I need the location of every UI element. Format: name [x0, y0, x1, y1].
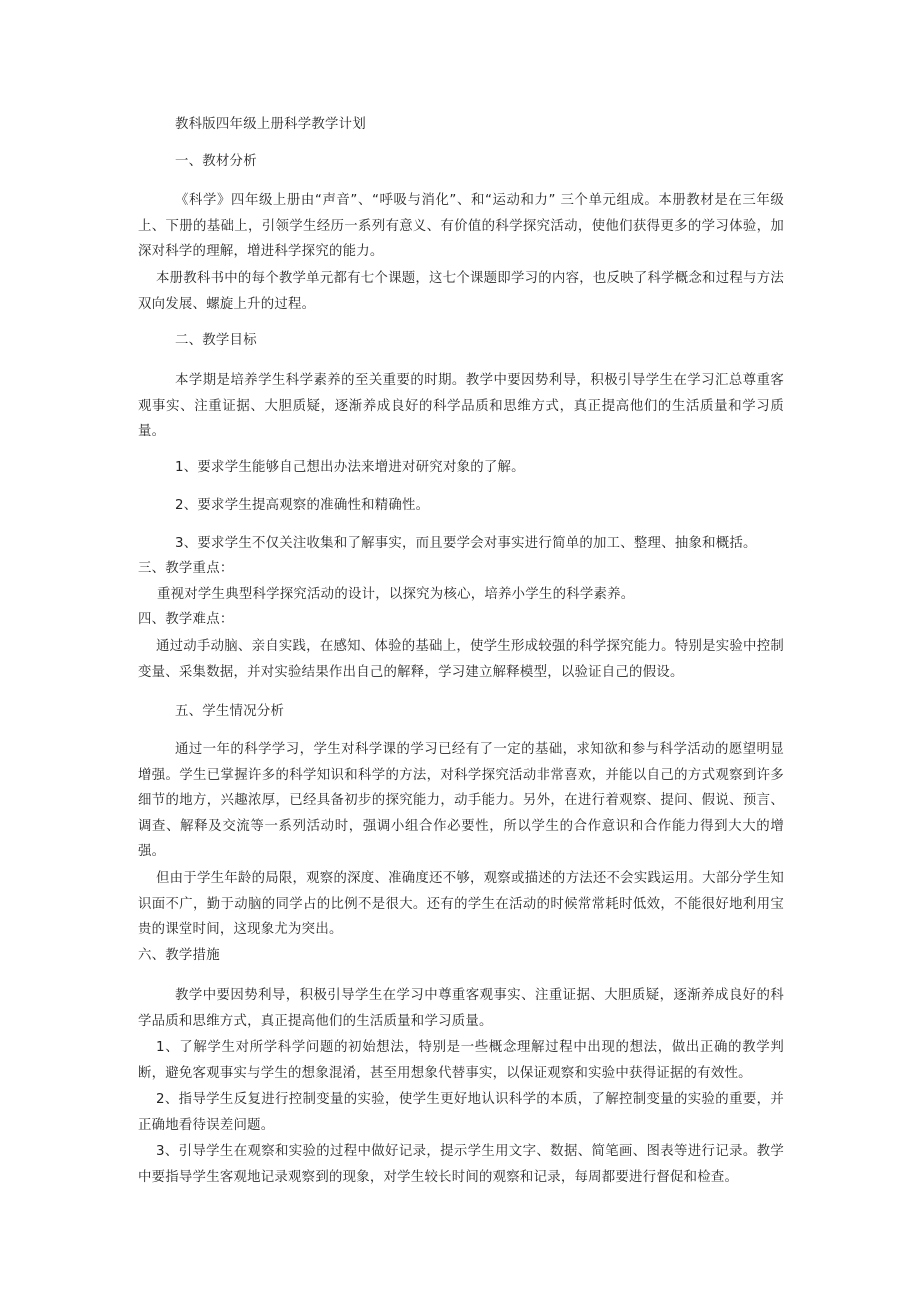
section-heading-1: 一、教材分析	[175, 154, 257, 169]
paragraph-students-1: 通过一年的科学学习，学生对科学课的学习已经有了一定的基础，求知欲和参与科学活动的愿望明显增强。学生已掌握许多的科学知识和科学的方法，对科学探究活动非常喜欢，并能以自己的方式观察到许多细节的地方，兴趣浓厚，已经具备初步的探究能力，动手能力。另外，在进行着观察、提问、假说、预言、调查、解释及交流等一系列活动时，强调小组合作必要性，所以学生的合作意识和合作能力得到大大的增强。	[138, 742, 784, 860]
section-heading-3: 三、教学重点：	[138, 561, 234, 576]
section-heading-6: 六、教学措施	[138, 948, 220, 963]
goal-item-1: 1、要求学生能够自己想出办法来增进对研究对象的了解。	[175, 460, 525, 475]
measure-item-1: 1、了解学生对所学科学问题的初始想法，特别是一些概念理解过程中出现的想法，做出正确的教学判断，避免客观事实与学生的想象混淆，甚至用想象代替事实，以保证观察和实验中获得证据的有效性。	[138, 1040, 784, 1081]
section-heading-5: 五、学生情况分析	[175, 704, 285, 719]
measure-item-2: 2、指导学生反复进行控制变量的实验，使学生更好地认识科学的本质，了解控制变量的实验的重要，并正确地看待误差问题。	[138, 1092, 784, 1133]
paragraph-students-2: 但由于学生年龄的局限，观察的深度、准确度还不够，观察或描述的方法还不会实践运用。大部分学生知识面不广，勤于动脑的同学占的比例不是很大。还有的学生在活动的时候常常耗时低效，不能很好地利用宝贵的课堂时间，这现象尤为突出。	[138, 871, 784, 938]
paragraph-difficulties: 通过动手动脑、亲自实践，在感知、体验的基础上，使学生形成较强的科学探究能力。特别是实验中控制变量、采集数据，并对实验结果作出自己的解释，学习建立解释模型，以验证自己的假设。	[138, 639, 784, 680]
section-heading-4: 四、教学难点：	[138, 612, 234, 627]
paragraph-materials-2: 本册教科书中的每个教学单元都有七个课题，这七个课题即学习的内容，也反映了科学概念和过程与方法双向发展、螺旋上升的过程。	[138, 271, 784, 312]
goal-item-2: 2、要求学生提高观察的准确性和精确性。	[175, 498, 430, 513]
paragraph-materials-1: 《科学》四年级上册由“声音”、“呼吸与消化”、和“运动和力” 三个单元组成。本册教材是在三年级上、下册的基础上，引领学生经历一系列有意义、有价值的科学探究活动，使他们获得更多的学习体验，加深对科学的理解，增进科学探究的能力。	[138, 193, 784, 260]
paragraph-measures: 教学中要因势利导，积极引导学生在学习中尊重客观事实、注重证据、大胆质疑，逐渐养成良好的科学品质和思维方式，真正提高他们的生活质量和学习质量。	[138, 988, 784, 1029]
paragraph-goals: 本学期是培养学生科学素养的至关重要的时期。教学中要因势利导，积极引导学生在学习汇总尊重客观事实、注重证据、大胆质疑，逐渐养成良好的科学品质和思维方式，真正提高他们的生活质量和学习质量。	[138, 373, 784, 440]
paragraph-key-points: 重视对学生典型科学探究活动的设计，以探究为核心，培养小学生的科学素养。	[157, 587, 635, 602]
section-heading-2: 二、教学目标	[175, 333, 257, 348]
measure-item-3: 3、引导学生在观察和实验的过程中做好记录，提示学生用文字、数据、简笔画、图表等进行记录。教学中要指导学生客观地记录观察到的现象，对学生较长时间的观察和记录，每周都要进行督促和检查。	[138, 1144, 784, 1185]
doc-title: 教科版四年级上册科学教学计划	[175, 117, 366, 132]
goal-item-3: 3、要求学生不仅关注收集和了解事实，而且要学会对事实进行简单的加工、整理、抽象和概括。	[175, 536, 757, 551]
